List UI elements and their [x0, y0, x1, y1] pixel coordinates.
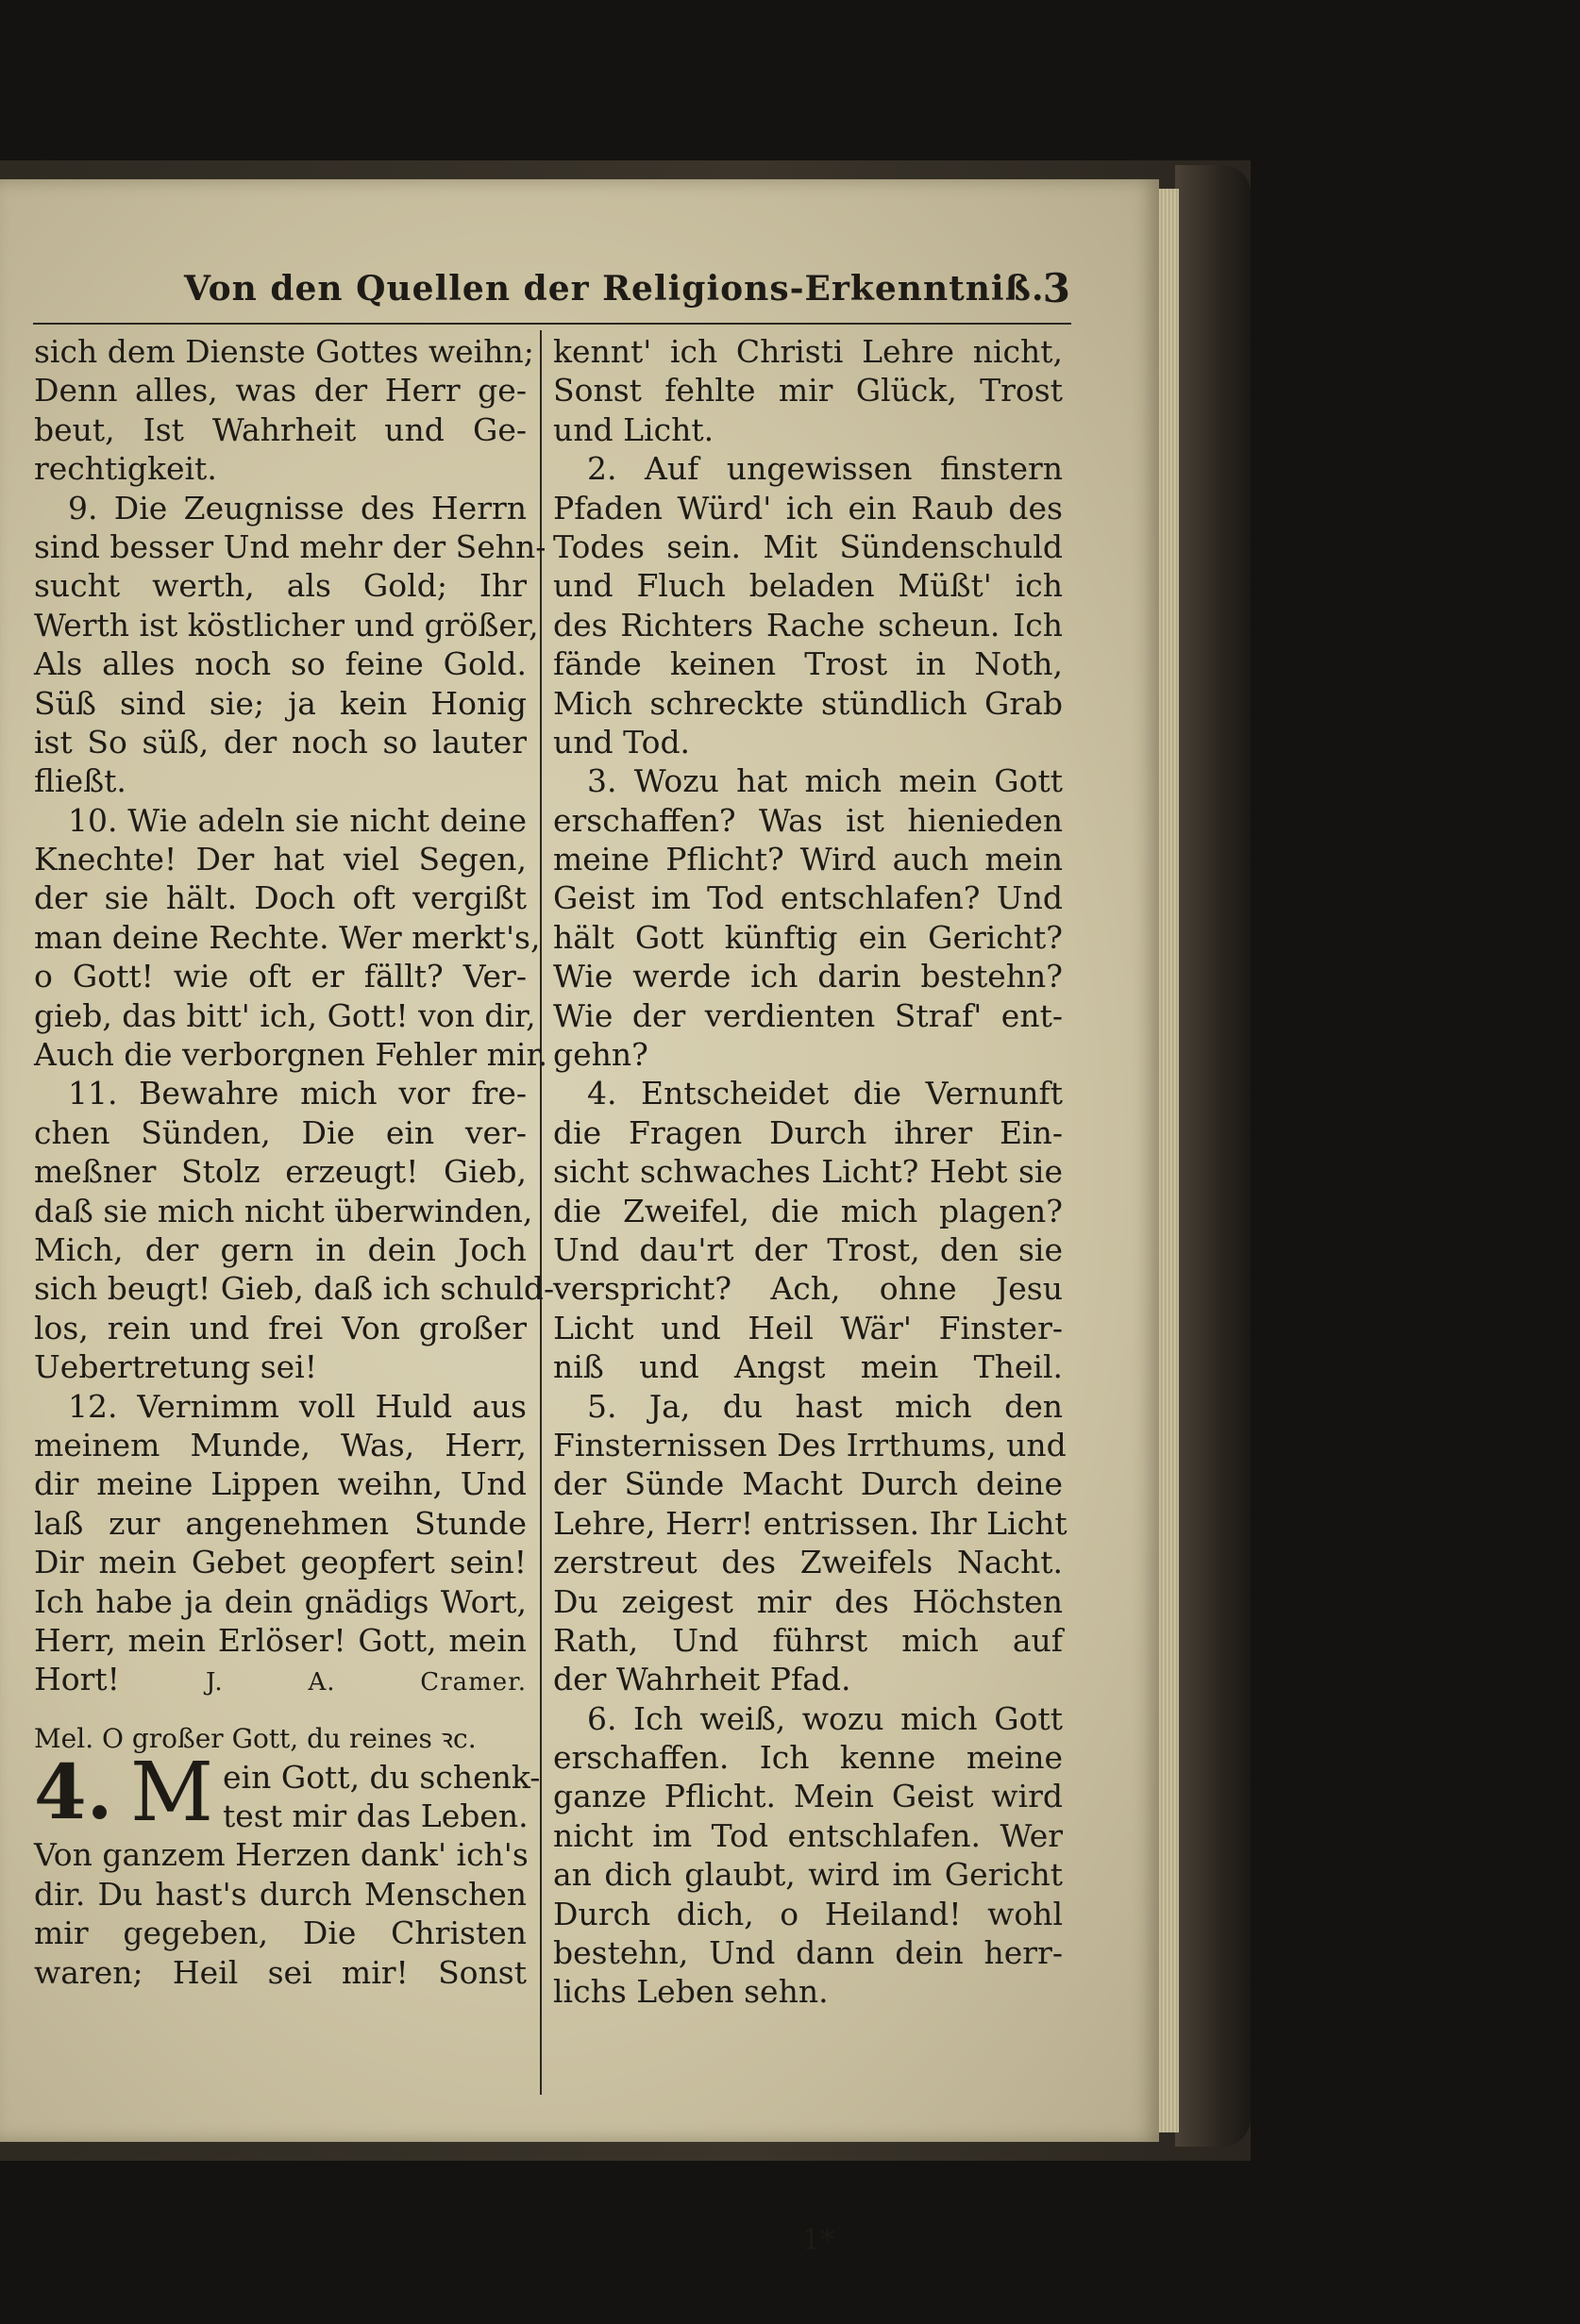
text-line: des Richters Rache scheun. Ich — [553, 606, 1063, 644]
hymn-author: J. A. Cramer. — [205, 1668, 527, 1697]
text-line: 2. Auf ungewissen finstern — [587, 450, 1063, 488]
text-line: und Fluch beladen Müßt' ich — [553, 567, 1063, 605]
hymn-opening — [34, 1745, 541, 1840]
text-line: Durch dich, o Heiland! wohl — [553, 1895, 1063, 1932]
text-line: beut, Ist Wahrheit und Ge- — [34, 410, 527, 448]
text-line: gieb, das bitt' ich, Gott! von dir, — [34, 996, 536, 1034]
text-line: zerstreut des Zweifels Nacht. — [553, 1544, 1063, 1581]
text-line: Auch die verborgnen Fehler mir. — [34, 1036, 548, 1074]
book-spine — [1175, 165, 1251, 2147]
text-line: Todes sein. Mit Sündenschuld — [553, 527, 1063, 565]
text-line: Wie werde ich darin bestehn? — [553, 958, 1063, 995]
left-text-block — [34, 332, 555, 1660]
text-line: sind besser Und mehr der Sehn- — [34, 527, 546, 565]
text-line: Uebertretung sei! — [34, 1348, 317, 1386]
text-line: Geist im Tod entschlafen? Und — [553, 879, 1063, 917]
text-line: Ich habe ja dein gnädigs Wort, — [34, 1582, 527, 1620]
text-line: der Wahrheit Pfad. — [553, 1661, 851, 1698]
text-line: 11. Bewahre mich vor fre- — [68, 1075, 527, 1112]
text-line: Denn alles, was der Herr ge- — [34, 372, 527, 410]
left-text-block-2 — [34, 1835, 527, 1992]
text-line: laß zur angenehmen Stunde — [34, 1504, 527, 1542]
text-line: bestehn, Und dann dein herr- — [553, 1934, 1063, 1972]
text-line: Sonst fehlte mir Glück, Trost — [553, 372, 1063, 410]
text-line: hält Gott künftig ein Gericht? — [553, 918, 1063, 956]
text-line: Als alles noch so feine Gold. — [34, 645, 527, 683]
text-line: Mich schreckte stündlich Grab — [553, 684, 1063, 722]
spacer — [34, 1699, 527, 1720]
text-line: sich dem Dienste Gottes weihn; — [34, 333, 534, 370]
page-number: 3 — [1042, 265, 1071, 311]
text-line: 9. Die Zeugnisse des Herrn — [68, 489, 527, 527]
left-column — [34, 332, 555, 1992]
opening-line-2: test mir das Leben. — [223, 1797, 529, 1835]
text-line: 3. Wozu hat mich mein Gott — [587, 762, 1063, 800]
text-line: der Sünde Macht Durch deine — [553, 1465, 1063, 1503]
text-line: lichs Leben sehn. — [553, 1973, 829, 2011]
text-line: Rath, Und führst mich auf — [553, 1621, 1063, 1659]
hymn-number: 4. — [34, 1747, 113, 1836]
text-line: gehn? — [553, 1036, 648, 1074]
book-page — [0, 179, 1159, 2257]
text-line: dir meine Lippen weihn, Und — [34, 1465, 527, 1503]
running-header — [184, 265, 1071, 326]
text-line: nicht im Tod entschlafen. Wer — [553, 1816, 1063, 1854]
right-column — [553, 332, 1067, 2012]
closing-line — [34, 1660, 527, 1698]
text-line: sich beugt! Gieb, daß ich schuld- — [34, 1270, 555, 1308]
text-line: die Zweifel, die mich plagen? — [553, 1192, 1063, 1229]
text-line: fände keinen Trost in Noth, — [553, 645, 1063, 683]
text-line: Wie der verdienten Straf' ent- — [553, 996, 1063, 1034]
text-line: Finsternissen Des Irrthums, und — [553, 1426, 1067, 1463]
text-line: waren; Heil sei mir! Sonst — [34, 1953, 527, 1991]
text-line: daß sie mich nicht überwinden, — [34, 1192, 533, 1229]
header-rule — [33, 323, 1071, 325]
text-line: Süß sind sie; ja kein Honig — [34, 684, 527, 722]
text-line: Von ganzem Herzen dank' ich's — [34, 1836, 529, 1874]
text-line: 6. Ich weiß, wozu mich Gott — [587, 1699, 1063, 1737]
text-line: verspricht? Ach, ohne Jesu — [553, 1270, 1063, 1308]
text-line: niß und Angst mein Theil. — [553, 1348, 1063, 1386]
text-line: sicht schwaches Licht? Hebt sie — [553, 1153, 1063, 1191]
text-line: Pfaden Würd' ich ein Raub des — [553, 489, 1063, 527]
opening-line-1: ein Gott, du schenk- — [223, 1758, 541, 1796]
melody-line: Mel. O großer Gott, du reines ꝛc. — [34, 1722, 477, 1754]
text-line: man deine Rechte. Wer merkt's, — [34, 918, 541, 956]
text-line: erschaffen. Ich kenne meine — [553, 1739, 1063, 1777]
text-line: 5. Ja, du hast mich den — [587, 1387, 1063, 1425]
text-line: sucht werth, als Gold; Ihr — [34, 567, 527, 605]
text-line: erschaffen? Was ist hienieden — [553, 801, 1063, 839]
text-line: 12. Vernimm voll Huld aus — [68, 1387, 527, 1425]
text-line: meinem Munde, Was, Herr, — [34, 1426, 527, 1463]
text-line: Lehre, Herr! entrissen. Ihr Licht — [553, 1504, 1067, 1542]
text-line: an dich glaubt, wird im Gericht — [553, 1856, 1063, 1894]
closing-word: Hort! — [34, 1661, 120, 1698]
text-line: Herr, mein Erlöser! Gott, mein — [34, 1621, 527, 1659]
text-line: der sie hält. Doch oft vergißt — [34, 879, 527, 917]
text-line: die Fragen Durch ihrer Ein- — [553, 1113, 1063, 1151]
text-line: ganze Pflicht. Mein Geist wird — [553, 1778, 1063, 1815]
text-line: fließt. — [34, 762, 126, 800]
text-line: Mich, der gern in dein Joch — [34, 1230, 527, 1268]
text-line: rechtigkeit. — [34, 450, 217, 488]
signature-mark: 1* — [802, 2224, 835, 2257]
text-line: meine Pflicht? Wird auch mein — [553, 841, 1063, 878]
text-line: und Licht. — [553, 410, 714, 448]
text-line: Und dau'rt der Trost, den sie — [553, 1230, 1063, 1268]
text-line: ist So süß, der noch so lauter — [34, 723, 527, 761]
text-line: los, rein und frei Von großer — [34, 1309, 527, 1346]
text-line: dir. Du hast's durch Menschen — [34, 1875, 527, 1913]
text-line: 4. Entscheidet die Vernunft — [587, 1075, 1063, 1112]
column-divider — [540, 330, 542, 2095]
text-line: meßner Stolz erzeugt! Gieb, — [34, 1153, 527, 1191]
text-line: Du zeigest mir des Höchsten — [553, 1582, 1063, 1620]
header-title: Von den Quellen der Religions-Erkenntniß. — [184, 269, 1045, 309]
text-line: Dir mein Gebet geopfert sein! — [34, 1544, 527, 1581]
text-line: chen Sünden, Die ein ver- — [34, 1113, 527, 1151]
text-line: o Gott! wie oft er fällt? Ver- — [34, 958, 527, 995]
text-line: Licht und Heil Wär' Finster- — [553, 1309, 1063, 1346]
text-line: Werth ist köstlicher und größer, — [34, 606, 539, 644]
text-line: 10. Wie adeln sie nicht deine — [68, 801, 527, 839]
text-line: Knechte! Der hat viel Segen, — [34, 841, 527, 878]
right-text-block — [553, 332, 1067, 2012]
text-line: mir gegeben, Die Christen — [34, 1914, 527, 1952]
drop-cap: M — [130, 1745, 214, 1840]
text-line: kennt' ich Christi Lehre nicht, — [553, 333, 1063, 370]
text-line: und Tod. — [553, 723, 691, 761]
